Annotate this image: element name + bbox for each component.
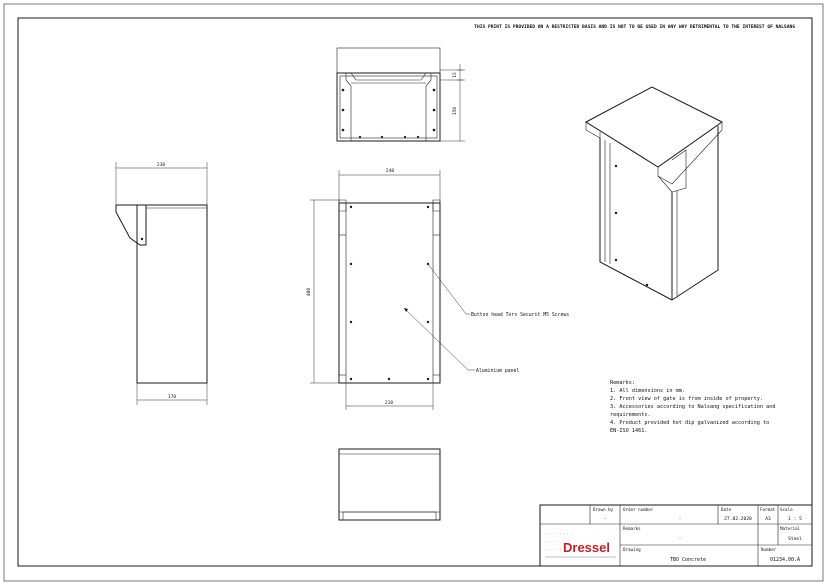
remarks-item-3: 3. Accessories according to Nalsang specification and	[610, 404, 776, 410]
label-scale: Scale	[780, 507, 793, 512]
label-remarks: Remarks	[623, 526, 641, 531]
remarks-item-1: 1. All dimensions in mm.	[610, 388, 685, 394]
logo-small-line-1: · · · · · · · ·	[545, 531, 573, 535]
value-number: 01234.00.A	[769, 557, 801, 563]
value-material: Steel	[788, 537, 802, 542]
label-order-number: Order number	[623, 507, 654, 512]
side-view	[116, 162, 207, 405]
dim-top-15: 15	[453, 72, 458, 78]
value-remarks: -	[678, 537, 682, 542]
top-view	[337, 48, 465, 141]
label-format: Format	[760, 507, 776, 512]
company-logo	[545, 531, 616, 557]
front-view	[306, 168, 475, 410]
dim-side-230: 230	[156, 163, 166, 168]
dim-front-400: 400	[307, 287, 312, 297]
label-material: Material	[780, 526, 801, 531]
remarks-item-2: 2. Front view of gate is from inside of property.	[610, 396, 764, 402]
logo-text: Dressel	[563, 540, 610, 555]
sheet-outer-border	[4, 4, 823, 581]
value-drawn-by: -	[603, 517, 607, 522]
bottom-view	[339, 449, 440, 520]
label-date: Date	[721, 507, 732, 512]
logo-small-line-3: · · · · ·	[545, 547, 562, 551]
dim-side-170: 170	[167, 395, 177, 400]
restriction-notice: THIS PRINT IS PROVIDED ON A RESTRICTED BASIS AND IS NOT TO BE USED IN ANY WAY DETRIMENTAL TO THE INTEREST OF NALSANG	[474, 25, 795, 30]
callout-screws: Button head Torx Securit M5 Screws	[471, 313, 570, 318]
remarks-title: Remarks:	[610, 380, 635, 386]
label-number: Number	[761, 547, 777, 552]
remarks-item-5: 4. Product provided hot dip galvanized according to	[610, 420, 770, 426]
logo-small-line-2: · · · ·	[545, 539, 558, 543]
label-drawing: Drawing	[623, 547, 641, 552]
title-block	[540, 505, 812, 566]
dim-top-150: 150	[453, 106, 458, 116]
value-scale: 1 : 5	[788, 517, 802, 522]
dim-front-240: 240	[385, 169, 395, 174]
callout-panel: Aluminium panel	[476, 369, 520, 374]
label-drawn-by: Drawn by	[593, 507, 614, 512]
value-order-number: -	[678, 517, 682, 522]
dim-front-210: 210	[384, 401, 394, 406]
value-drawing: TBO Concrete	[669, 557, 707, 563]
value-format: A3	[765, 517, 771, 522]
isometric-view	[586, 87, 722, 300]
remarks-block	[610, 380, 776, 434]
remarks-item-4: requirements.	[610, 412, 651, 418]
value-date: 27.02.2020	[724, 517, 752, 522]
remarks-item-6: EN-ISO 1461.	[610, 428, 648, 434]
